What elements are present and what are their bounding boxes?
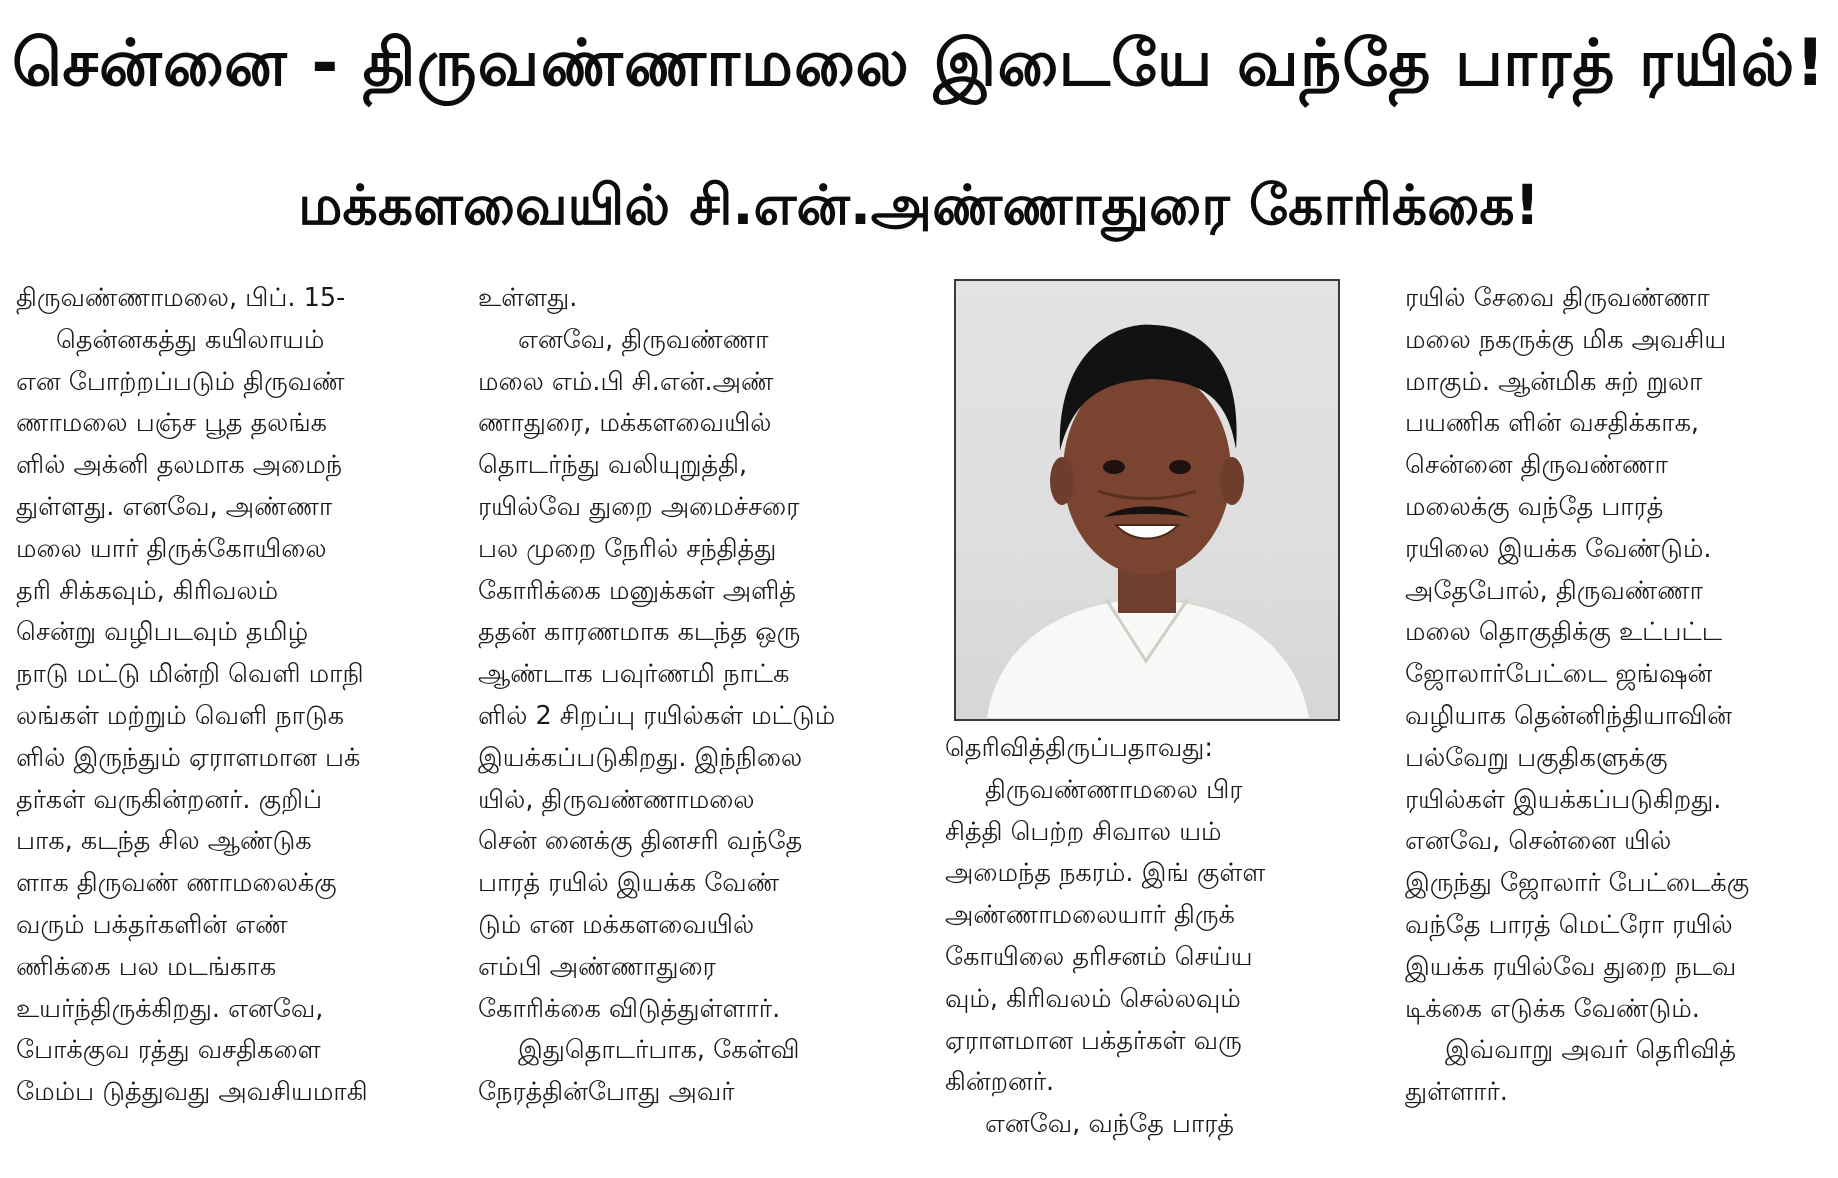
text-line: ரயிலை இயக்க வேண்டும்.	[1405, 533, 1712, 564]
text-line: நேரத்தின்போது அவர்	[478, 1077, 735, 1108]
portrait-illustration	[956, 281, 1338, 719]
text-line: துள்ளார்.	[1405, 1077, 1508, 1108]
text-line: இருந்து ஜோலார் பேட்டைக்கு	[1405, 868, 1750, 899]
text-line: ஆண்டாக பவுர்ணமி நாட்க	[478, 659, 790, 690]
text-line: கோரிக்கை மனுக்கள் அளித்	[478, 575, 796, 606]
text-line: ரயில்கள் இயக்கப்படுகிறது.	[1405, 784, 1722, 815]
text-line: எனவே, சென்னை யில்	[1405, 826, 1672, 857]
text-line: பல முறை நேரில் சந்தித்து	[478, 533, 777, 564]
text-line: நாடு மட்டு மின்றி வெளி மாநி	[16, 659, 364, 690]
text-line: இவ்வாறு அவர் தெரிவித்	[1445, 1035, 1736, 1066]
portrait-photo	[954, 279, 1340, 721]
text-line: ததன் காரணமாக கடந்த ஒரு	[478, 617, 801, 648]
text-line: அண்ணாமலையார் திருக்	[945, 900, 1235, 931]
text-line: ணாதுரை, மக்களவையில்	[478, 408, 772, 439]
text-line: மேம்ப டுத்துவது அவசியமாகி	[16, 1077, 368, 1108]
text-line: ஜோலார்பேட்டை ஜங்ஷன்	[1405, 659, 1713, 690]
text-line: ணாமலை பஞ்ச பூத தலங்க	[16, 408, 327, 439]
text-line: லங்கள் மற்றும் வெளி நாடுக	[16, 700, 345, 731]
text-line: ளாக திருவண் ணாமலைக்கு	[16, 868, 337, 899]
text-line: சென் னைக்கு தினசரி வந்தே	[478, 826, 803, 857]
text-line: வும், கிரிவலம் செல்லவும்	[945, 983, 1241, 1014]
text-line: ஏராளமான பக்தர்கள் வரு	[945, 1025, 1242, 1056]
text-line: யில், திருவண்ணாமலை	[478, 784, 755, 815]
column-text	[478, 278, 908, 1114]
text-line: இயக்கப்படுகிறது. இந்நிலை	[478, 742, 803, 773]
text-line: ளில் அக்னி தலமாக அமைந்	[16, 450, 343, 481]
article-column-3	[945, 728, 1375, 1146]
text-line: திருவண்ணாமலை, பிப். 15-	[16, 283, 346, 313]
text-line: பாரத் ரயில் இயக்க வேண்	[478, 868, 780, 899]
text-line: தர்கள் வருகின்றனர். குறிப்	[16, 784, 323, 815]
text-line: வழியாக தென்னிந்தியாவின்	[1405, 700, 1732, 731]
text-line: சித்தி பெற்ற சிவால யம்	[945, 816, 1222, 847]
text-line: எம்பி அண்ணாதுரை	[478, 951, 716, 982]
headline: சென்னை - திருவண்ணாமலை இடையே வந்தே பாரத் ரயில்!	[11, 26, 1827, 101]
text-line: மலைக்கு வந்தே பாரத்	[1405, 491, 1664, 522]
text-line: டும் என மக்களவையில்	[478, 909, 755, 940]
text-line: இயக்க ரயில்வே துறை நடவ	[1405, 951, 1737, 982]
text-line: ரயில் சேவை திருவண்ணா	[1405, 283, 1710, 313]
text-line: துள்ளது. எனவே, அண்ணா	[16, 491, 333, 522]
text-line: தரி சிக்கவும், கிரிவலம்	[16, 575, 279, 606]
text-line: ளில் 2 சிறப்பு ரயில்கள் மட்டும்	[478, 700, 836, 731]
text-line: உள்ளது.	[478, 283, 578, 313]
text-line: கோரிக்கை விடுத்துள்ளார்.	[478, 993, 781, 1024]
text-line: தொடர்ந்து வலியுறுத்தி,	[478, 450, 748, 481]
column-text	[945, 728, 1375, 1146]
article-column-2	[478, 278, 908, 1114]
text-line: பயணிக ளின் வசதிக்காக,	[1405, 408, 1699, 439]
text-line: மலை தொகுதிக்கு உட்பட்ட	[1405, 617, 1723, 648]
text-line: ரயில்வே துறை அமைச்சரை	[478, 491, 800, 522]
text-line: வந்தே பாரத் மெட்ரோ ரயில்	[1405, 909, 1733, 940]
text-line: உயர்ந்திருக்கிறது. எனவே,	[16, 993, 324, 1024]
text-line: அதேபோல், திருவண்ணா	[1405, 575, 1703, 606]
text-line: சென்னை திருவண்ணா	[1405, 450, 1668, 481]
text-line: மலை நகருக்கு மிக அவசிய	[1405, 324, 1727, 355]
text-line: போக்குவ ரத்து வசதிகளை	[16, 1035, 321, 1066]
text-line: கோயிலை தரிசனம் செய்ய	[945, 941, 1253, 972]
text-line: மாகும். ஆன்மிக சுற் றுலா	[1405, 366, 1703, 397]
text-line: திருவண்ணாமலை பிர	[985, 774, 1243, 805]
text-line: என போற்றப்படும் திருவண்	[16, 366, 345, 397]
column-text	[16, 278, 448, 1114]
text-line: ளில் இருந்தும் ஏராளமான பக்	[16, 742, 361, 773]
text-line: இதுதொடர்பாக, கேள்வி	[518, 1035, 800, 1066]
text-line: சென்று வழிபடவும் தமிழ்	[16, 617, 309, 648]
text-line: பாக, கடந்த சில ஆண்டுக	[16, 826, 312, 857]
text-line: எனவே, வந்தே பாரத்	[985, 1109, 1235, 1140]
text-line: மலை யார் திருக்கோயிலை	[16, 533, 327, 564]
subheadline: மக்களவையில் சி.என்.அண்ணாதுரை கோரிக்கை!	[298, 174, 1540, 238]
article-column-4	[1405, 278, 1833, 1114]
text-line: கின்றனர்.	[945, 1067, 1055, 1098]
text-line: மலை எம்.பி சி.என்.அண்	[478, 366, 774, 397]
text-line: வரும் பக்தர்களின் எண்	[16, 909, 288, 940]
article-column-1	[16, 278, 448, 1114]
column-text	[1405, 278, 1833, 1114]
text-line: அமைந்த நகரம். இங் குள்ள	[945, 858, 1266, 889]
text-line: டிக்கை எடுக்க வேண்டும்.	[1405, 993, 1700, 1024]
text-line: பல்வேறு பகுதிகளுக்கு	[1405, 742, 1668, 773]
text-line: தெரிவித்திருப்பதாவது:	[945, 733, 1213, 763]
text-line: எனவே, திருவண்ணா	[518, 324, 769, 355]
text-line: தென்னகத்து கயிலாயம்	[56, 324, 325, 355]
text-line: ணிக்கை பல மடங்காக	[16, 951, 277, 982]
